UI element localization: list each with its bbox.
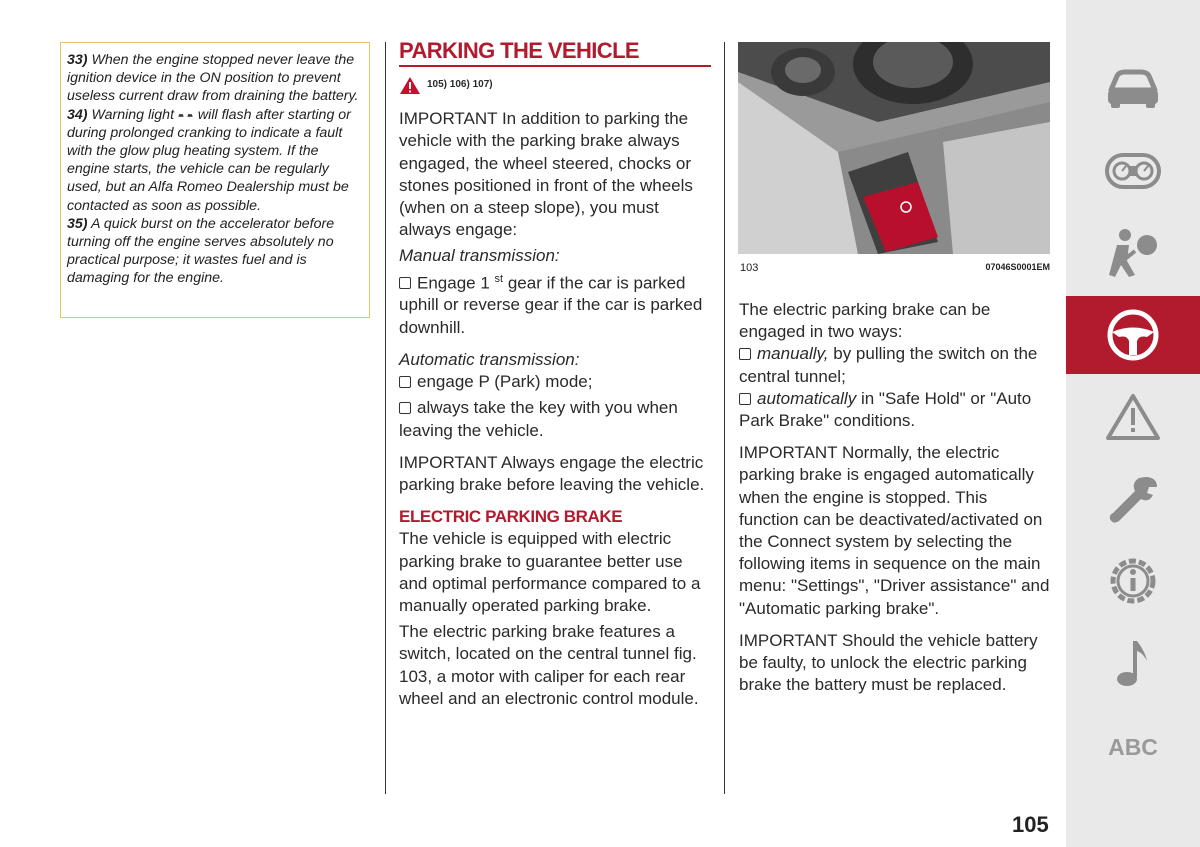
column-divider [724, 42, 725, 794]
note-35 [67, 215, 365, 288]
parking-brake-switch-illustration [738, 42, 1050, 254]
checkbox-bullet-icon [739, 348, 751, 360]
bullet-text: by pulling the switch on the central tunnel; [739, 344, 1038, 386]
warning-triangle-icon [399, 76, 421, 95]
bullet-text: always take the key with you when leaving the vehicle. [399, 398, 678, 440]
bullet-item [739, 343, 1051, 387]
bullet-item [739, 388, 1051, 432]
page-number: 105 [1012, 812, 1049, 837]
automatic-transmission-label: Automatic transmission: [399, 349, 580, 369]
sidebar-item-dashboard[interactable] [1066, 132, 1200, 210]
figure-number: 103 [740, 262, 759, 274]
subsection-title: ELECTRIC PARKING BRAKE [399, 507, 623, 527]
note-text: When the engine stopped never leave the ignition device in the ON position to prevent useless current draw from draining the battery. [67, 52, 359, 105]
superscript: st [494, 272, 504, 285]
section-title: PARKING THE VEHICLE [399, 38, 639, 63]
checkbox-bullet-icon [739, 393, 751, 405]
note-34 [67, 106, 365, 215]
note-number: 35) [67, 215, 88, 232]
warning-references [399, 74, 711, 96]
figure-caption [740, 262, 1050, 274]
bullet-emphasis: manually, [757, 344, 829, 364]
figure-photo [738, 42, 1050, 254]
checkbox-bullet-icon [399, 277, 411, 289]
bullet-item [399, 397, 711, 441]
manual-transmission-label: Manual transmission: [399, 246, 560, 266]
note-text: will flash after starting or during prolonged cranking to indicate a fault with the glow plug heating system. If the engine starts, the vehicle can be regularly used, but an Alfa Romeo Dealership must be contacted as soon as possible. [67, 106, 351, 214]
paragraph: The vehicle is equipped with electric parking brake to guarantee better use and optimal performance compared to a manually operated parking brake. [399, 529, 701, 615]
checkbox-bullet-icon [399, 402, 411, 414]
right-column [739, 299, 1051, 700]
sidebar-item-car[interactable] [1066, 50, 1200, 128]
paragraph: The electric parking brake features a switch, located on the central tunnel fig. 103, a motor with caliper for each rear wheel and an electronic control module. [399, 622, 699, 708]
title-rule [399, 65, 711, 67]
sidebar-item-index[interactable] [1066, 708, 1200, 786]
note-text: A quick burst on the accelerator before turning off the engine serves absolutely no practical purpose; it wastes fuel and is damaging for the engine. [67, 215, 335, 287]
checkbox-bullet-icon [399, 376, 411, 388]
chapter-sidebar [1066, 0, 1200, 847]
bullet-text: in "Safe Hold" or "Auto Park Brake" conditions. [739, 388, 1032, 431]
bullet-emphasis: automatically [757, 388, 857, 408]
abc-index-label: ABC [1108, 733, 1158, 760]
note-text: Warning light [91, 106, 175, 123]
glow-plug-icon [178, 110, 194, 119]
note-number: 34) [67, 106, 88, 123]
notes-box [60, 42, 370, 318]
paragraph: IMPORTANT Normally, the electric parking brake is engaged automatically when the engine is stopped. This function can be deactivated/activated on the Connect system by selecting the following items in sequence on the main menu: "Settings", "Driver assistance" and "Automatic parking brake". [739, 443, 1050, 618]
sidebar-item-warnings[interactable] [1066, 378, 1200, 456]
airbag-icon [1105, 227, 1161, 279]
bullet-text: gear if the car is parked uphill or reverse gear if the car is parked downhill. [399, 273, 703, 337]
middle-column [399, 38, 711, 714]
info-gear-icon [1105, 553, 1161, 609]
sidebar-item-starting-driving[interactable] [1066, 296, 1200, 374]
paragraph: IMPORTANT In addition to parking the vehicle with the parking brake always engaged, the wheel steered, chocks or stones positioned in front of the wheels (when on a steep slope), you must always engage: [399, 109, 693, 240]
bullet-item [399, 371, 711, 393]
paragraph: The electric parking brake can be engaged in two ways: [739, 300, 991, 342]
warning-refs-text: 105) 106) 107) [427, 79, 493, 90]
music-note-icon [1105, 635, 1161, 691]
bullet-text: engage P (Park) mode; [417, 372, 593, 392]
sidebar-item-multimedia[interactable] [1066, 624, 1200, 702]
dashboard-icon [1105, 151, 1161, 191]
column-divider [385, 42, 386, 794]
bullet-item [399, 268, 711, 339]
steering-wheel-icon [1105, 307, 1161, 363]
sidebar-item-maintenance[interactable] [1066, 460, 1200, 538]
sidebar-item-safety[interactable] [1066, 214, 1200, 292]
paragraph: IMPORTANT Should the vehicle battery be faulty, to unlock the electric parking brake the battery must be replaced. [739, 630, 1038, 695]
car-icon [1105, 68, 1161, 110]
wrench-icon [1105, 471, 1161, 527]
note-number: 33) [67, 52, 88, 68]
paragraph: IMPORTANT Always engage the electric parking brake before leaving the vehicle. [399, 452, 705, 494]
sidebar-item-technical-data[interactable] [1066, 542, 1200, 620]
figure-code: 07046S0001EM [985, 262, 1050, 272]
warning-triangle-icon [1105, 392, 1161, 442]
note-33 [67, 51, 365, 106]
bullet-text: Engage 1 [417, 273, 490, 293]
